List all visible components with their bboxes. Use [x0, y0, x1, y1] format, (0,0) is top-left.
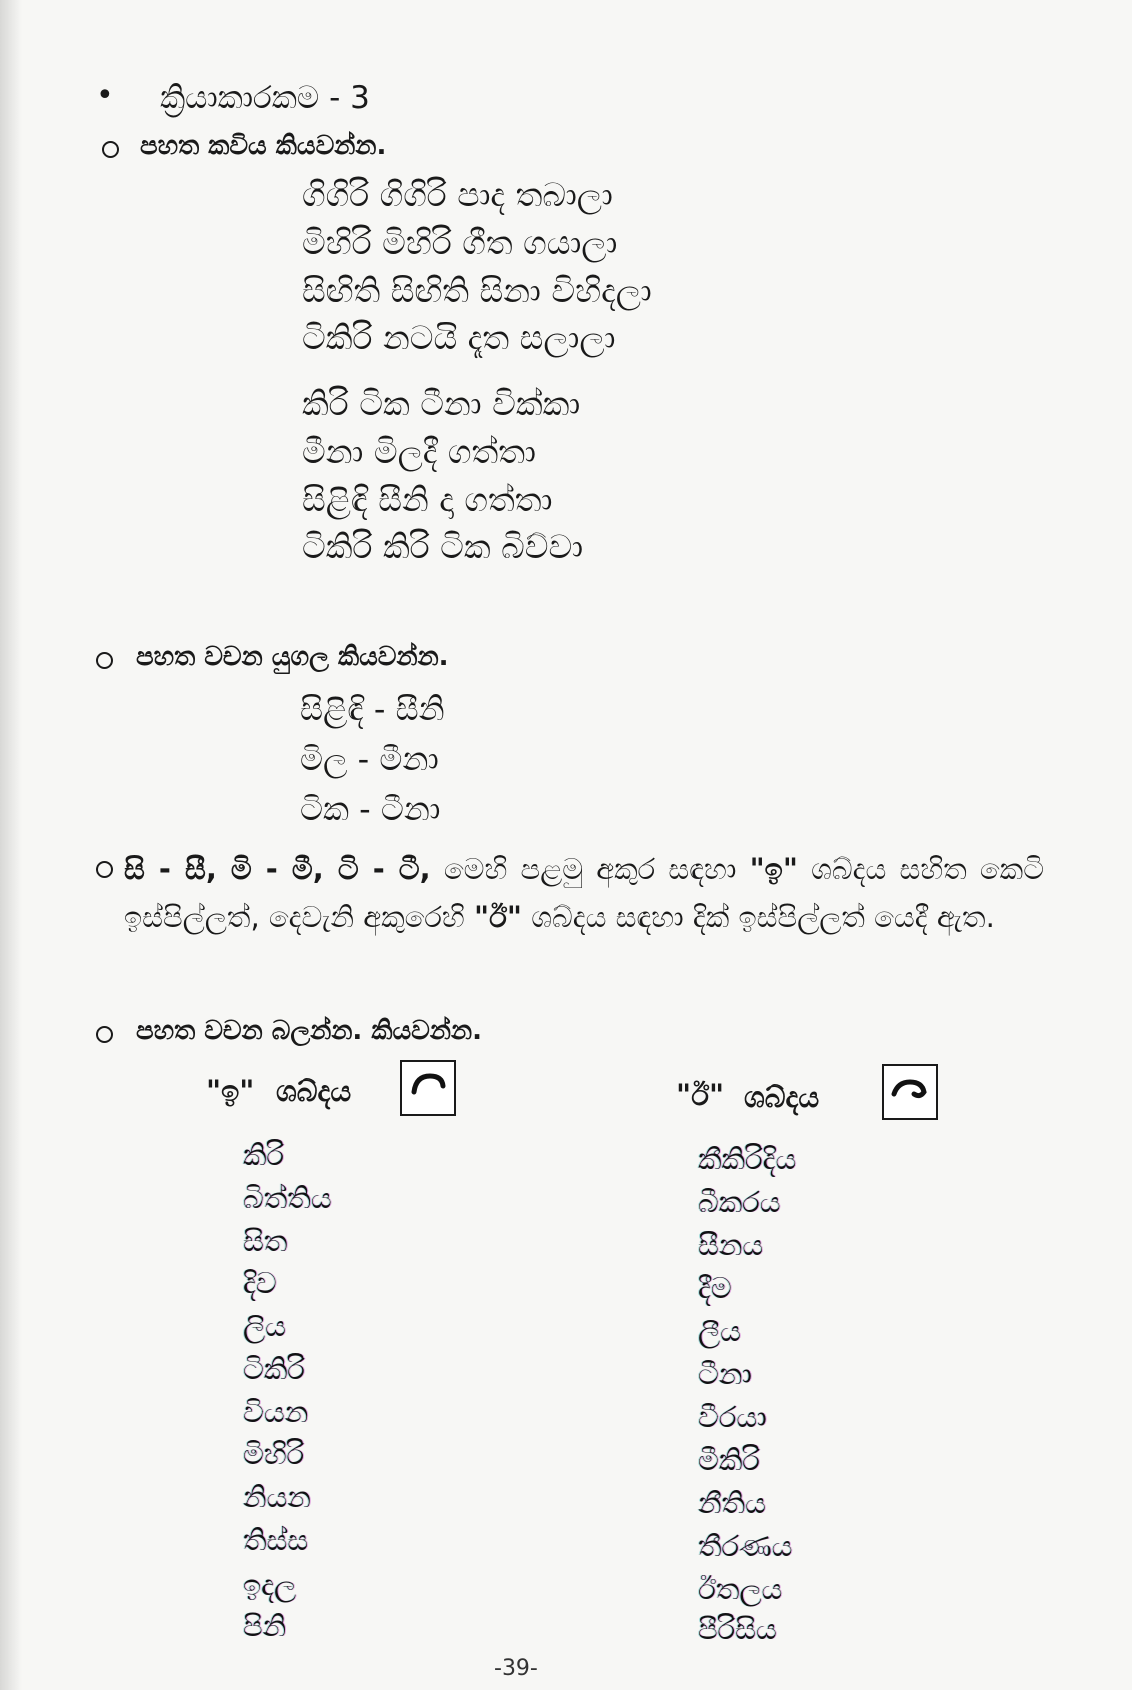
word-short-i: ඉදල [243, 1568, 297, 1602]
word-long-ii: වීරයා [698, 1400, 767, 1434]
word-long-ii: ඊතලය [698, 1572, 783, 1606]
short-ispilla-icon [400, 1060, 456, 1116]
page-number: -39- [494, 1656, 538, 1681]
word-long-ii: ටීනා [698, 1357, 752, 1391]
note-line1: මෙහි පළමු අකුර සඳහා [443, 852, 737, 886]
long-ispilla-icon [882, 1064, 938, 1120]
circle-bullet-icon [96, 861, 113, 878]
note-bold-lead: සි - සී, මි - මී, ටි - ටී, [124, 852, 431, 886]
pairs-heading: පහත වචන යුගල කියවන්න. [136, 642, 449, 672]
word-long-ii: ලීය [698, 1314, 741, 1348]
word-long-ii: මීකිරි [698, 1443, 760, 1477]
word-short-i: පිනි [243, 1609, 287, 1643]
poem-line: කිරි ටික ටීනා වික්කා [302, 384, 581, 423]
left-col-symbol: "ඉ" [206, 1074, 255, 1108]
word-long-ii: පීරිසිය [698, 1612, 777, 1646]
word-short-i: තිස්ස [243, 1523, 309, 1557]
left-col-label: ශබ්දය [276, 1074, 352, 1108]
note-symbol-i: "ඉ" [749, 852, 798, 886]
word-long-ii: සීනය [698, 1228, 764, 1262]
word-short-i: කිරි [243, 1138, 285, 1172]
note-line1-end: ශබ්දය [811, 852, 887, 886]
words-heading: පහත වචන බලන්න. කියවන්න. [136, 1016, 482, 1046]
word-short-i: ලිය [243, 1309, 286, 1343]
note-line2: සහිත කෙටි ඉස්පිල්ලත්, දෙවැනි අකුරෙහි [124, 852, 1045, 934]
pair-line: මිල - මීනා [300, 740, 439, 778]
poem-line: සිඟිති සිඟිති සිනා විහිදලා [302, 271, 652, 310]
activity-title: ක්‍රියාකාරකම - 3 [160, 80, 370, 116]
word-short-i: නියන [243, 1480, 311, 1514]
right-col-label: ශබ්දය [744, 1080, 820, 1114]
word-long-ii: කීකිරිදිය [698, 1142, 797, 1176]
note-line2-end: ශබ්දය සඳහා [531, 900, 684, 934]
word-short-i: බිත්තිය [243, 1181, 332, 1215]
poem-line: ගිගිරි ගිගිරි පාද තබාලා [302, 175, 613, 214]
circle-bullet-icon [96, 652, 113, 669]
explanation-paragraph [124, 845, 1044, 941]
poem-line: මීනා මිලදී ගත්තා [302, 432, 536, 471]
word-short-i: ටිකිරි [243, 1352, 305, 1386]
bullet-icon: • [96, 78, 114, 113]
right-col-symbol: "ඊ" [676, 1078, 725, 1112]
pair-line: ටික - ටීනා [300, 790, 441, 828]
note-symbol-ii: "ඊ" [473, 900, 522, 934]
word-long-ii: තීරණය [698, 1529, 793, 1563]
word-short-i: සිත [243, 1224, 288, 1258]
poem-line: ටිකිරි නටයි දෑත සලාලා [302, 318, 616, 357]
word-long-ii: බීකරය [698, 1185, 781, 1219]
word-short-i: දිව [243, 1266, 277, 1300]
note-line3: දික් ඉස්පිල්ලත් යෙදී ඇත. [692, 900, 995, 934]
word-long-ii: නීතිය [698, 1486, 766, 1520]
scan-edge-shadow [0, 0, 22, 1690]
word-short-i: මිහිරි [243, 1437, 305, 1471]
poem-line: සිළිඳි සීනි දා ගත්තා [302, 480, 553, 519]
word-short-i: වියන [243, 1395, 309, 1429]
pair-line: සිළිඳි - සීනි [300, 690, 445, 728]
poem-line: මිහිරි මිහිරි ගීත ගයාලා [302, 223, 618, 262]
poem-heading: පහත කවිය කියවන්න. [140, 131, 387, 161]
circle-bullet-icon [102, 141, 119, 158]
word-long-ii: දීම [698, 1271, 732, 1305]
poem-line: ටිකිරි කිරි ටික බිව්වා [302, 527, 584, 566]
circle-bullet-icon [96, 1026, 113, 1043]
